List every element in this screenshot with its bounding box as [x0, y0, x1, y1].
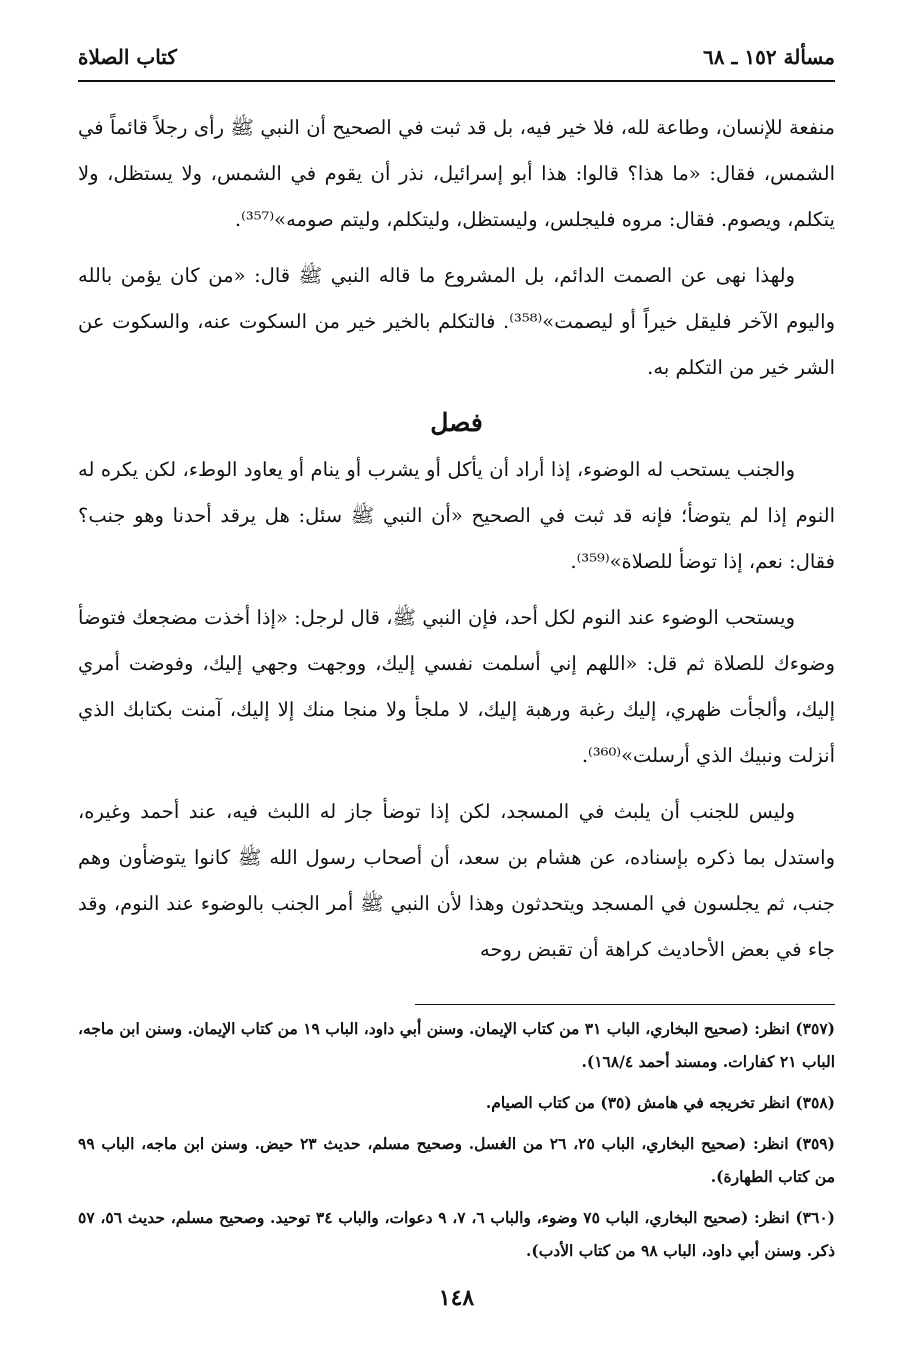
footnotes: [78, 1012, 835, 1275]
header-divider: [78, 80, 835, 82]
footnote-357: (٣٥٧) انظر: (صحيح البخاري، الباب ٣١ من كتاب الإيمان. وسنن أبي داود، الباب ١٩ من كتاب الإيمان. وسنن ابن ماجه، الباب ٢١ كفارات. ومسند أحمد ١٦٨/٤).: [78, 1019, 835, 1071]
paragraph-2: ولهذا نهى عن الصمت الدائم، بل المشروع ما قاله النبي ﷺ قال: «من كان يؤمن بالله واليوم الآخر فليقل خيراً أو ليصمت»⁽³⁵⁸⁾. فالتكلم بالخير خير من السكوت عنه، والسكوت عن الشر خير من التكلم به.: [78, 264, 836, 379]
footnote-358: (٣٥٨) انظر تخريجه في هامش (٣٥) من كتاب الصيام.: [485, 1093, 835, 1112]
running-header: [78, 40, 835, 74]
footnote-360: (٣٦٠) انظر: (صحيح البخاري، الباب ٧٥ وضوء، والباب ٦، ٧، ٩ دعوات، والباب ٣٤ توحيد. وصحيح مسلم، حديث ٥٦، ٥٧ ذكر. وسنن أبي داود، الباب ٩٨ من كتاب الأدب).: [78, 1208, 835, 1260]
paragraph-4: ويستحب الوضوء عند النوم لكل أحد، فإن النبي ﷺ، قال لرجل: «إذا أخذت مضجعك فتوضأ وضوءك للصلاة ثم قل: «اللهم إني أسلمت نفسي إليك، ووجهت وجهي إليك، وفوضت أمري إليك، وألجأت ظهري، إليك رغبة ورهبة إليك، لا ملجأ ولا منجا منك إلا إليك، آمنت بكتابك الذي أنزلت ونبيك الذي أرسلت»⁽³⁶⁰⁾.: [78, 606, 835, 767]
footnote-359: (٣٥٩) انظر: (صحيح البخاري، الباب ٢٥، ٢٦ من الغسل. وصحيح مسلم، حديث ٢٣ حيض. وسنن ابن ماجه، الباب ٩٩ من كتاب الطهارة).: [78, 1134, 835, 1186]
issue-number: مسألة ١٥٢ ـ ٦٨: [703, 45, 835, 69]
paragraph-1: منفعة للإنسان، وطاعة لله، فلا خير فيه، بل قد ثبت في الصحيح أن النبي ﷺ رأى رجلاً قائماً في الشمس، فقال: «ما هذا؟ قالوا: هذا أبو إسرائيل، نذر أن يقوم في الشمس، ولا يستظل، ولا يتكلم، ويصوم. فقال: مروه فليجلس، وليستظل، وليتكلم، وليتم صومه»⁽³⁵⁷⁾.: [78, 116, 835, 231]
paragraph-3: والجنب يستحب له الوضوء، إذا أراد أن يأكل أو يشرب أو ينام أو يعاود الوطء، لكن يكره له النوم إذا لم يتوضأ؛ فإنه قد ثبت في الصحيح «أن النبي ﷺ سئل: هل يرقد أحدنا وهو جنب؟ فقال: نعم، إذا توضأ للصلاة»⁽³⁵⁹⁾.: [78, 458, 835, 573]
paragraph-5: وليس للجنب أن يلبث في المسجد، لكن إذا توضأ جاز له اللبث فيه، عند أحمد وغيره، واستدل بما ذكره بإسناده، عن هشام بن سعد، أن أصحاب رسول الله ﷺ كانوا يتوضأون وهم جنب، ثم يجلسون في المسجد ويتحدثون وهذا لأن النبي ﷺ أمر الجنب بالوضوء عند النوم، وقد جاء في بعض الأحاديث كراهة أن تقبض روحه: [78, 800, 835, 961]
main-text: [78, 105, 835, 983]
footnote-divider: [415, 1004, 835, 1005]
page-number: ١٤٨: [438, 1285, 475, 1311]
chapter-title: كتاب الصلاة: [78, 45, 177, 69]
section-heading: فصل: [430, 408, 483, 437]
